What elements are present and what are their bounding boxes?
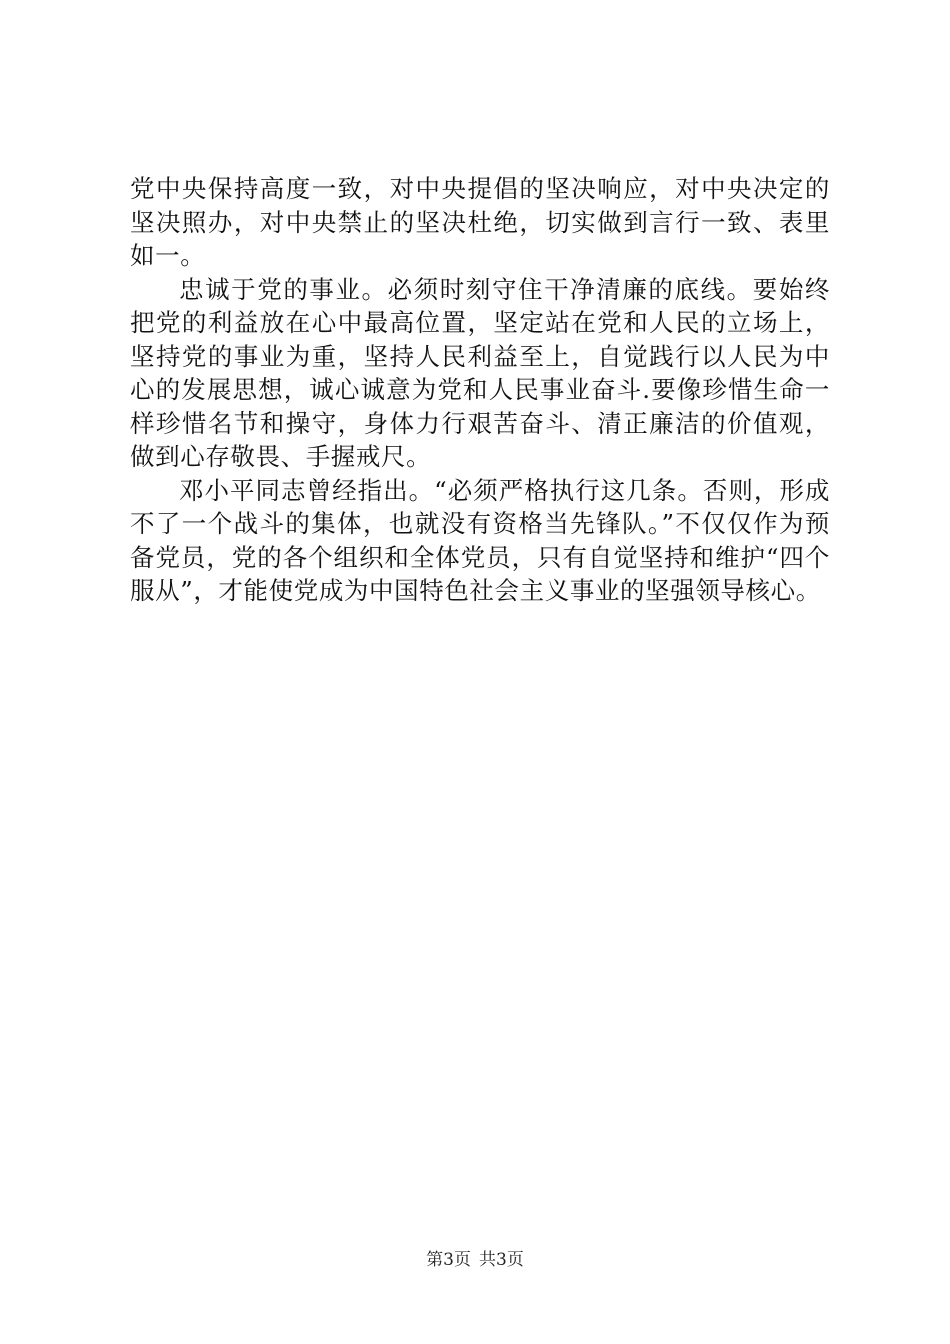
page-footer <box>0 1245 950 1270</box>
document-body <box>130 172 830 608</box>
paragraph-deng-quote: 邓小平同志曾经指出。“必须严格执行这几条。否则，形成不了一个战斗的集体，也就没有资格当先锋队。”不仅仅作为预备党员，党的各个组织和全体党员，只有自觉坚持和维护“四个服从”，才能使党成为中国特色社会主义事业的坚强领导核心。 <box>130 475 830 605</box>
paragraph-continued: 党中央保持高度一致，对中央提倡的坚决响应，对中央决定的坚决照办，对中央禁止的坚决杜绝，切实做到言行一致、表里如一。 <box>130 174 830 270</box>
paragraph-loyalty: 忠诚于党的事业。必须时刻守住干净清廉的底线。要始终把党的利益放在心中最高位置，坚定站在党和人民的立场上，坚持党的事业为重，坚持人民利益至上，自觉践行以人民为中心的发展思想，诚心诚意为党和人民事业奋斗.要像珍惜生命一样珍惜名节和操守，身体力行艰苦奋斗、清正廉洁的价值观，做到心存敬畏、手握戒尺。 <box>130 274 830 471</box>
page-total: 共3页 <box>479 1250 524 1270</box>
page-number: 第3页 <box>426 1250 471 1270</box>
